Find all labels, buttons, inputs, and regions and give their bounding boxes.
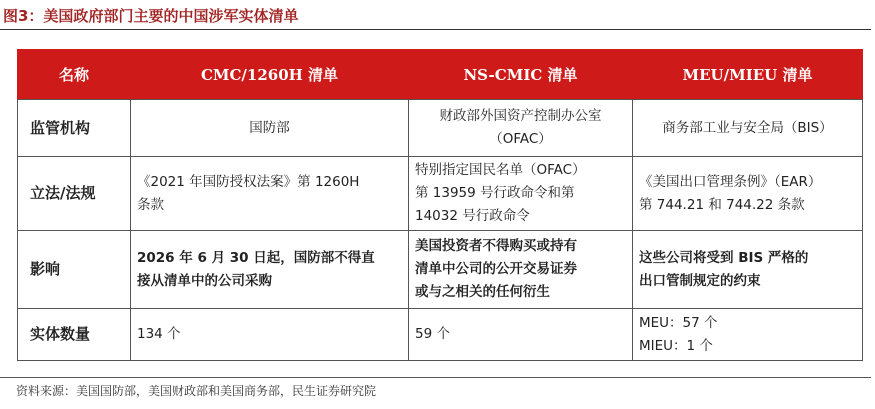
cell-legislation-nscmic: 特别指定国民名单（OFAC） 第 13959 号行政命令和第 14032 号行政命令 xyxy=(409,157,633,231)
table-row xyxy=(18,231,863,309)
table-row xyxy=(18,309,863,361)
cell-impact-nscmic: 美国投资者不得购买或持有 清单中公司的公开交易证券 或与之相关的任何衍生 xyxy=(409,231,633,309)
cell-legislation-cmc: 《2021 年国防授权法案》第 1260H 条款 xyxy=(131,157,409,231)
row-label-impact: 影响 xyxy=(18,231,131,309)
header-cmc-1260h: CMC/1260H 清单 xyxy=(131,49,409,100)
cell-legislation-meu: 《美国出口管理条例》（EAR） 第 744.21 和 744.22 条款 xyxy=(633,157,863,231)
cell-regulator-cmc: 国防部 xyxy=(131,100,409,157)
header-name: 名称 xyxy=(18,49,131,100)
row-label-regulator: 监管机构 xyxy=(18,100,131,157)
cell-regulator-meu: 商务部工业与安全局（BIS） xyxy=(633,100,863,157)
source-note: 资料来源：美国国防部，美国财政部和美国商务部，民生证券研究院 xyxy=(0,379,875,403)
entity-list-table xyxy=(17,49,863,361)
cell-count-cmc: 134 个 xyxy=(131,309,409,361)
header-meu-mieu: MEU/MIEU 清单 xyxy=(633,49,863,100)
table-row xyxy=(18,100,863,157)
table-header-row xyxy=(18,49,863,100)
row-label-entity-count: 实体数量 xyxy=(18,309,131,361)
cell-count-meu: MEU：57 个 MIEU：1 个 xyxy=(633,309,863,361)
row-label-legislation: 立法/法规 xyxy=(18,157,131,231)
table-row xyxy=(18,157,863,231)
figure-title: 图3：美国政府部门主要的中国涉军实体清单 xyxy=(0,4,875,32)
cell-impact-meu: 这些公司将受到 BIS 严格的 出口管制规定的约束 xyxy=(633,231,863,309)
cell-impact-cmc: 2026 年 6 月 30 日起，国防部不得直 接从清单中的公司采购 xyxy=(131,231,409,309)
cell-count-nscmic: 59 个 xyxy=(409,309,633,361)
cell-regulator-nscmic: 财政部外国资产控制办公室 （OFAC） xyxy=(409,100,633,157)
header-ns-cmic: NS-CMIC 清单 xyxy=(409,49,633,100)
